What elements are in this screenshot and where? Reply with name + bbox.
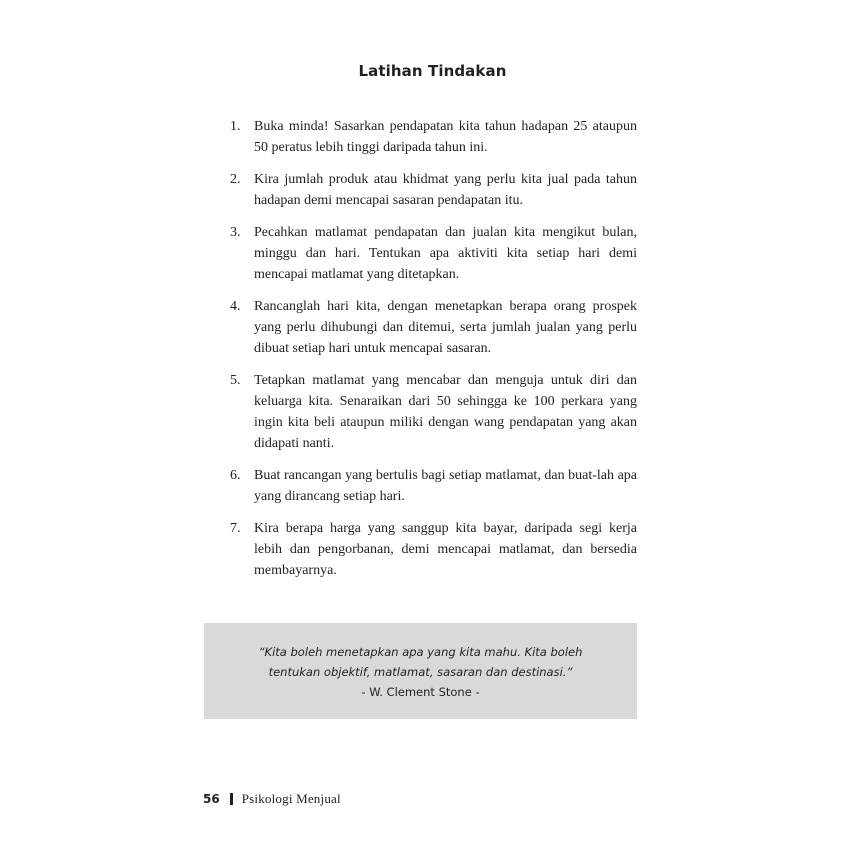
footer-divider xyxy=(230,793,233,805)
list-item-text: Buat rancangan yang bertulis bagi setiap matlamat, dan buat-lah apa yang dirancang setiap hari. xyxy=(254,468,637,504)
list-item-number: 6. xyxy=(230,468,241,483)
quote-text: “Kita boleh menetapkan apa yang kita mahu. Kita boleh tentukan objektif, matlamat, sasaran dan destinasi.” xyxy=(258,645,583,679)
list-item xyxy=(230,116,637,158)
page-number: 56 xyxy=(203,792,220,806)
list-item-text: Tetapkan matlamat yang mencabar dan menguja untuk diri dan keluarga kita. Senaraikan dari 50 sehingga ke 100 perkara yang ingin kita beli ataupun miliki dengan wang pendapatan yang akan didapati nanti. xyxy=(254,373,637,451)
list-item-number: 4. xyxy=(230,299,241,314)
list-item xyxy=(230,370,637,454)
list-item-text: Rancanglah hari kita, dengan menetapkan berapa orang prospek yang perlu dihubungi dan ditemui, serta jumlah jualan yang perlu dibuat setiap hari untuk mencapai sasaran. xyxy=(254,299,637,356)
list-item xyxy=(230,296,637,359)
list-item-number: 3. xyxy=(230,225,241,240)
list-item xyxy=(230,518,637,581)
list-item xyxy=(230,169,637,211)
list-item-number: 1. xyxy=(230,119,241,134)
list-item-text: Pecahkan matlamat pendapatan dan jualan kita mengikut bulan, minggu dan hari. Tentukan apa aktiviti kita setiap hari demi mencapai matlamat yang ditetapkan. xyxy=(254,225,637,282)
page-footer xyxy=(203,791,341,807)
list-item-number: 5. xyxy=(230,373,241,388)
list-item-text: Buka minda! Sasarkan pendapatan kita tahun hadapan 25 ataupun 50 peratus lebih tinggi daripada tahun ini. xyxy=(254,119,637,155)
page-title: Latihan Tindakan xyxy=(358,62,507,80)
list-item-number: 2. xyxy=(230,172,241,187)
list-item xyxy=(230,222,637,285)
list-item-text: Kira berapa harga yang sanggup kita bayar, daripada segi kerja lebih dan pengorbanan, demi mencapai matlamat, dan bersedia membayarnya. xyxy=(254,521,637,578)
quote-author: - W. Clement Stone - xyxy=(361,685,480,699)
action-list xyxy=(230,116,637,592)
list-item-text: Kira jumlah produk atau khidmat yang perlu kita jual pada tahun hadapan demi mencapai sasaran pendapatan itu. xyxy=(254,172,637,208)
quote-box xyxy=(204,623,637,719)
list-item xyxy=(230,465,637,507)
book-title: Psikologi Menjual xyxy=(241,791,341,806)
list-item-number: 7. xyxy=(230,521,241,536)
